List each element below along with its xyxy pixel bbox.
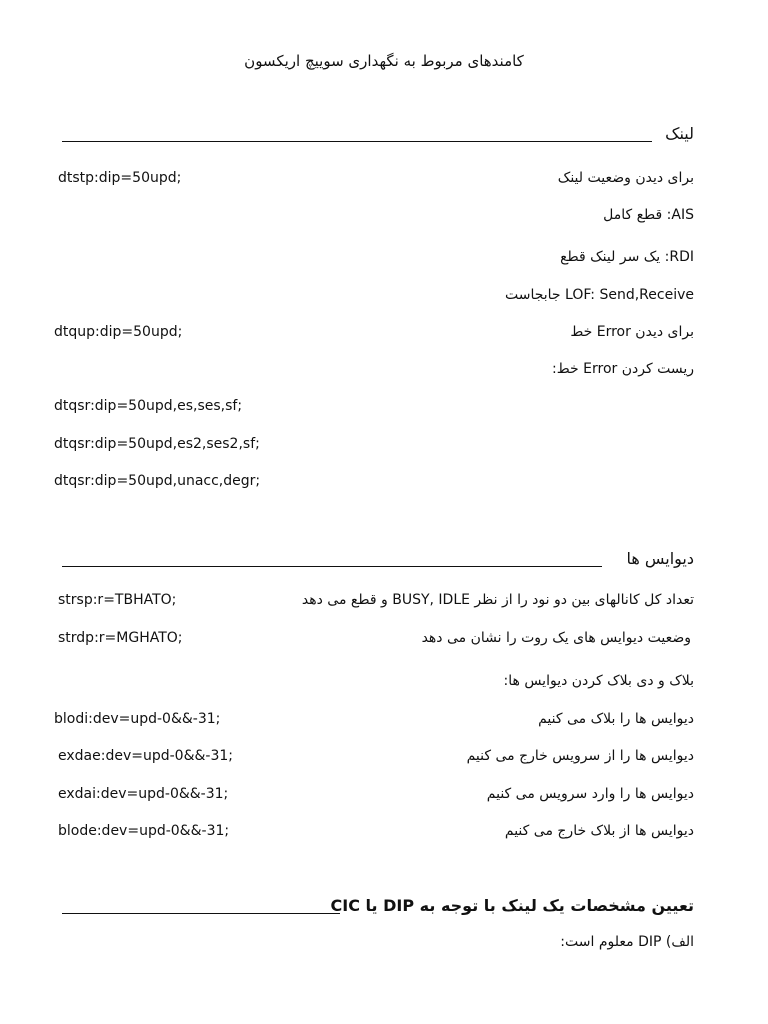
description-text: RDI: یک سر لینک قطع [560, 249, 694, 265]
description-text: الف) DIP معلوم است: [560, 934, 694, 950]
list-item [50, 287, 694, 309]
description-text: برای دیدن Error خط [570, 324, 694, 340]
heading-rule [62, 566, 602, 567]
list-item [50, 207, 694, 229]
list-item [50, 473, 694, 495]
description-text: دیوایس ها از بلاک خارج می کنیم [504, 823, 694, 839]
list-item [50, 436, 694, 458]
list-item [50, 398, 694, 420]
description-text: AIS: قطع کامل [603, 207, 694, 223]
command-text: strdp:r=MGHATO; [58, 630, 183, 646]
section-heading-cic [50, 896, 694, 918]
list-item [50, 170, 694, 192]
list-item [50, 748, 694, 770]
list-item [50, 786, 694, 808]
heading-text: لینک [665, 124, 694, 143]
list-item [50, 934, 694, 956]
command-text: exdai:dev=upd-0&&-31; [58, 786, 229, 802]
description-text: برای دیدن وضعیت لینک [557, 170, 694, 186]
list-item [50, 630, 694, 652]
command-text: dtqsr:dip=50upd,unacc,degr; [54, 473, 261, 489]
command-text: blodi:dev=upd-0&&-31; [54, 711, 221, 727]
heading-rule [62, 913, 340, 914]
heading-rule [62, 141, 652, 142]
command-text: blode:dev=upd-0&&-31; [58, 823, 230, 839]
description-text: دیوایس ها را وارد سرویس می کنیم [486, 786, 694, 802]
heading-text: تعیین مشخصات یک لینک با توجه به DIP یا CIC [330, 896, 694, 915]
list-item [50, 361, 694, 383]
section-heading-link [50, 124, 694, 146]
list-item [50, 823, 694, 845]
description-text: LOF: Send,Receive جابجاست [504, 287, 694, 303]
list-item [50, 673, 694, 695]
description-text: دیوایس ها را از سرویس خارج می کنیم [466, 748, 694, 764]
list-item [50, 324, 694, 346]
document-title: کامندهای مربوط به نگهداری سوییچ اریکسون [244, 52, 524, 70]
command-text: dtqup:dip=50upd; [54, 324, 183, 340]
heading-text: دیوایس ها [626, 549, 694, 568]
command-text: dtstp:dip=50upd; [58, 170, 182, 186]
list-item [50, 711, 694, 733]
command-text: dtqsr:dip=50upd,es2,ses2,sf; [54, 436, 260, 452]
command-text: strsp:r=TBHATO; [58, 592, 177, 608]
list-item [50, 249, 694, 271]
description-text: بلاک و دی بلاک کردن دیوایس ها: [503, 673, 694, 689]
command-text: dtqsr:dip=50upd,es,ses,sf; [54, 398, 243, 414]
description-text: ریست کردن Error خط: [552, 361, 694, 377]
description-text: تعداد کل کانالهای بین دو نود را از نظر BUSY, IDLE و قطع می دهد [301, 592, 694, 608]
section-heading-devices [50, 549, 694, 571]
command-text: exdae:dev=upd-0&&-31; [58, 748, 233, 764]
list-item [50, 592, 694, 614]
description-text: دیوایس ها را بلاک می کنیم [538, 711, 694, 727]
description-text: وضعیت دیوایس های یک روت را نشان می دهد [421, 630, 691, 646]
